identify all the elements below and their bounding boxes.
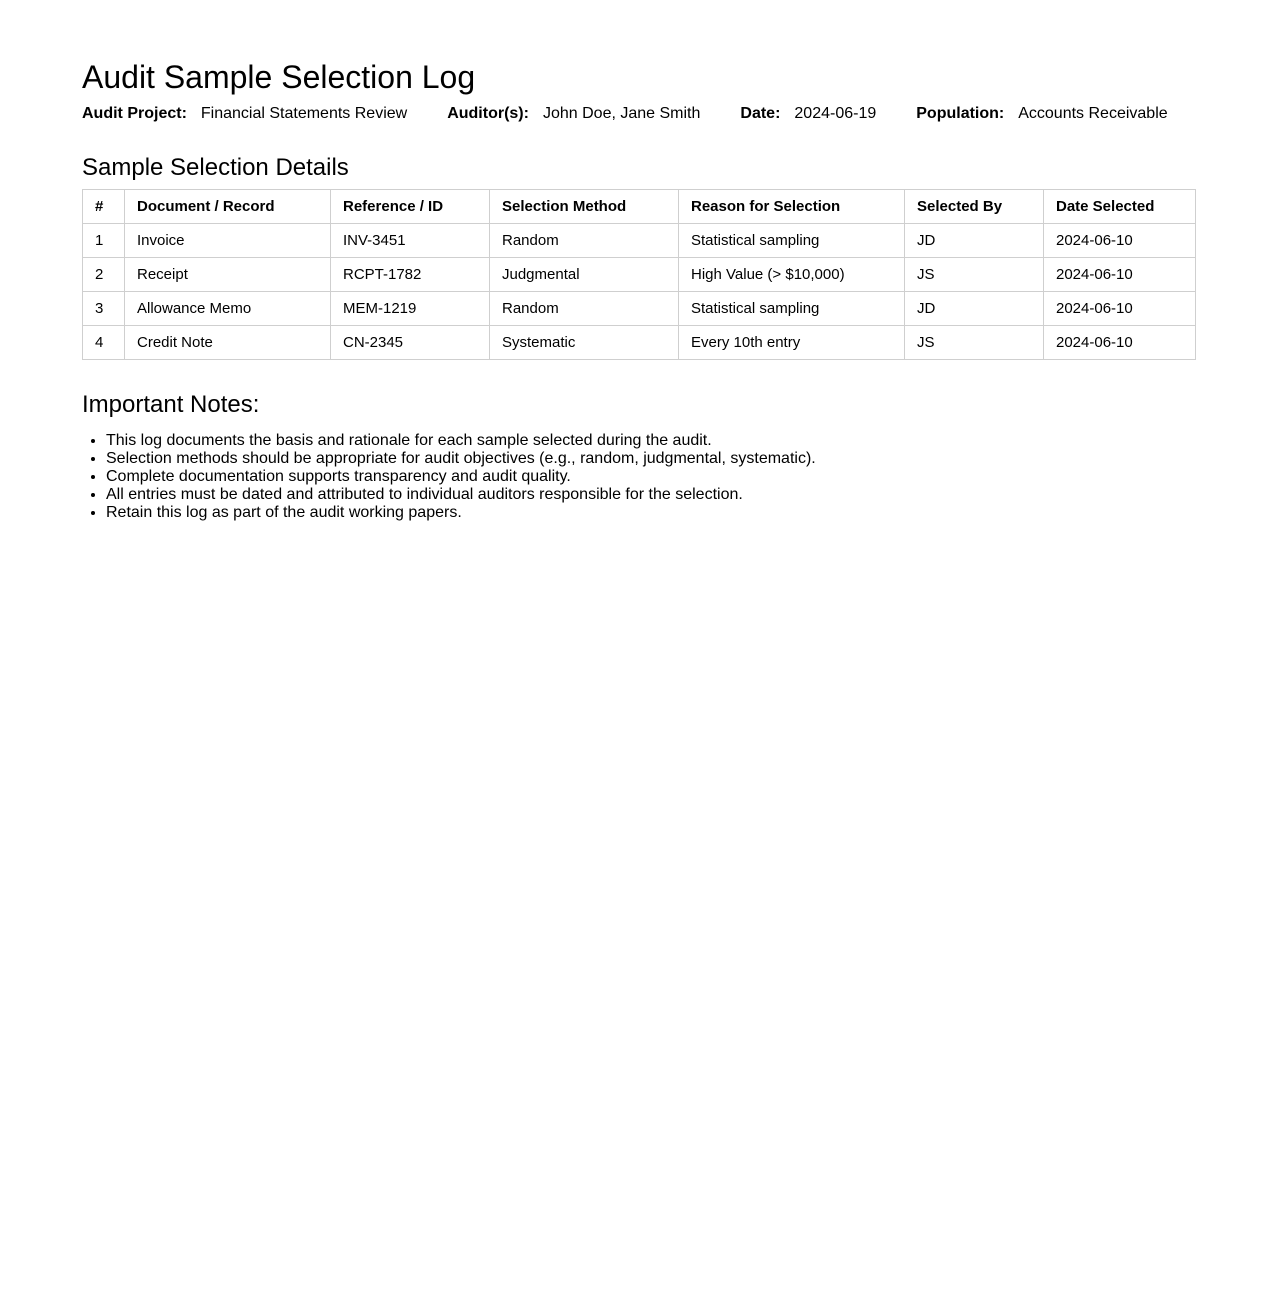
meta-auditors-value: John Doe, Jane Smith: [542, 105, 701, 122]
cell-number: 3: [83, 292, 125, 326]
notes-list: [82, 432, 1196, 522]
section-heading-notes: Important Notes:: [82, 391, 260, 418]
cell-reason: Statistical sampling: [679, 292, 905, 326]
sample-selection-table: [82, 189, 1196, 360]
meta-project-value: Financial Statements Review: [200, 105, 408, 122]
meta-population-label: Population:: [916, 105, 1005, 122]
cell-reason: Every 10th entry: [679, 326, 905, 360]
meta-population: [916, 102, 1167, 126]
cell-date-selected: 2024-06-10: [1044, 326, 1196, 360]
meta-auditors-label: Auditor(s):: [447, 105, 529, 122]
cell-number: 4: [83, 326, 125, 360]
list-item: • Retain this log as part of the audit working papers.: [106, 504, 1196, 522]
cell-number: 2: [83, 258, 125, 292]
cell-date-selected: 2024-06-10: [1044, 292, 1196, 326]
cell-selected-by: JD: [905, 224, 1044, 258]
cell-document: Invoice: [125, 224, 331, 258]
meta-population-value: Accounts Receivable: [1018, 105, 1168, 122]
cell-reference: MEM-1219: [331, 292, 490, 326]
audit-metadata: [82, 102, 1196, 126]
list-item: • Selection methods should be appropriate for audit objectives (e.g., random, judgmental, systematic).: [106, 450, 1196, 468]
cell-method: Judgmental: [490, 258, 679, 292]
cell-number: 1: [83, 224, 125, 258]
cell-selected-by: JS: [905, 326, 1044, 360]
column-header-reason: Reason for Selection: [679, 190, 905, 224]
table-row: [83, 224, 1196, 258]
table-header-row: [83, 190, 1196, 224]
cell-document: Receipt: [125, 258, 331, 292]
meta-auditors: [447, 102, 700, 126]
column-header-document: Document / Record: [125, 190, 331, 224]
cell-method: Systematic: [490, 326, 679, 360]
page-title: Audit Sample Selection Log: [82, 59, 476, 95]
column-header-method: Selection Method: [490, 190, 679, 224]
cell-reason: High Value (> $10,000): [679, 258, 905, 292]
table-row: [83, 326, 1196, 360]
list-item: • All entries must be dated and attributed to individual auditors responsible for the selection.: [106, 486, 1196, 504]
section-heading-details: Sample Selection Details: [82, 154, 349, 181]
list-item: • This log documents the basis and rationale for each sample selected during the audit.: [106, 432, 1196, 450]
meta-project-label: Audit Project:: [82, 105, 187, 122]
table-row: [83, 258, 1196, 292]
cell-reference: CN-2345: [331, 326, 490, 360]
cell-selected-by: JD: [905, 292, 1044, 326]
cell-date-selected: 2024-06-10: [1044, 258, 1196, 292]
audit-log-document: [0, 0, 1278, 522]
cell-document: Allowance Memo: [125, 292, 331, 326]
meta-project: [82, 102, 407, 126]
cell-reference: INV-3451: [331, 224, 490, 258]
meta-date-value: 2024-06-19: [794, 105, 877, 122]
column-header-date-selected: Date Selected: [1044, 190, 1196, 224]
column-header-reference: Reference / ID: [331, 190, 490, 224]
cell-document: Credit Note: [125, 326, 331, 360]
cell-method: Random: [490, 292, 679, 326]
cell-method: Random: [490, 224, 679, 258]
cell-reason: Statistical sampling: [679, 224, 905, 258]
table-row: [83, 292, 1196, 326]
cell-reference: RCPT-1782: [331, 258, 490, 292]
column-header-number: #: [83, 190, 125, 224]
column-header-selected-by: Selected By: [905, 190, 1044, 224]
meta-date-label: Date:: [740, 105, 781, 122]
cell-date-selected: 2024-06-10: [1044, 224, 1196, 258]
cell-selected-by: JS: [905, 258, 1044, 292]
meta-date: [740, 102, 876, 126]
list-item: • Complete documentation supports transparency and audit quality.: [106, 468, 1196, 486]
